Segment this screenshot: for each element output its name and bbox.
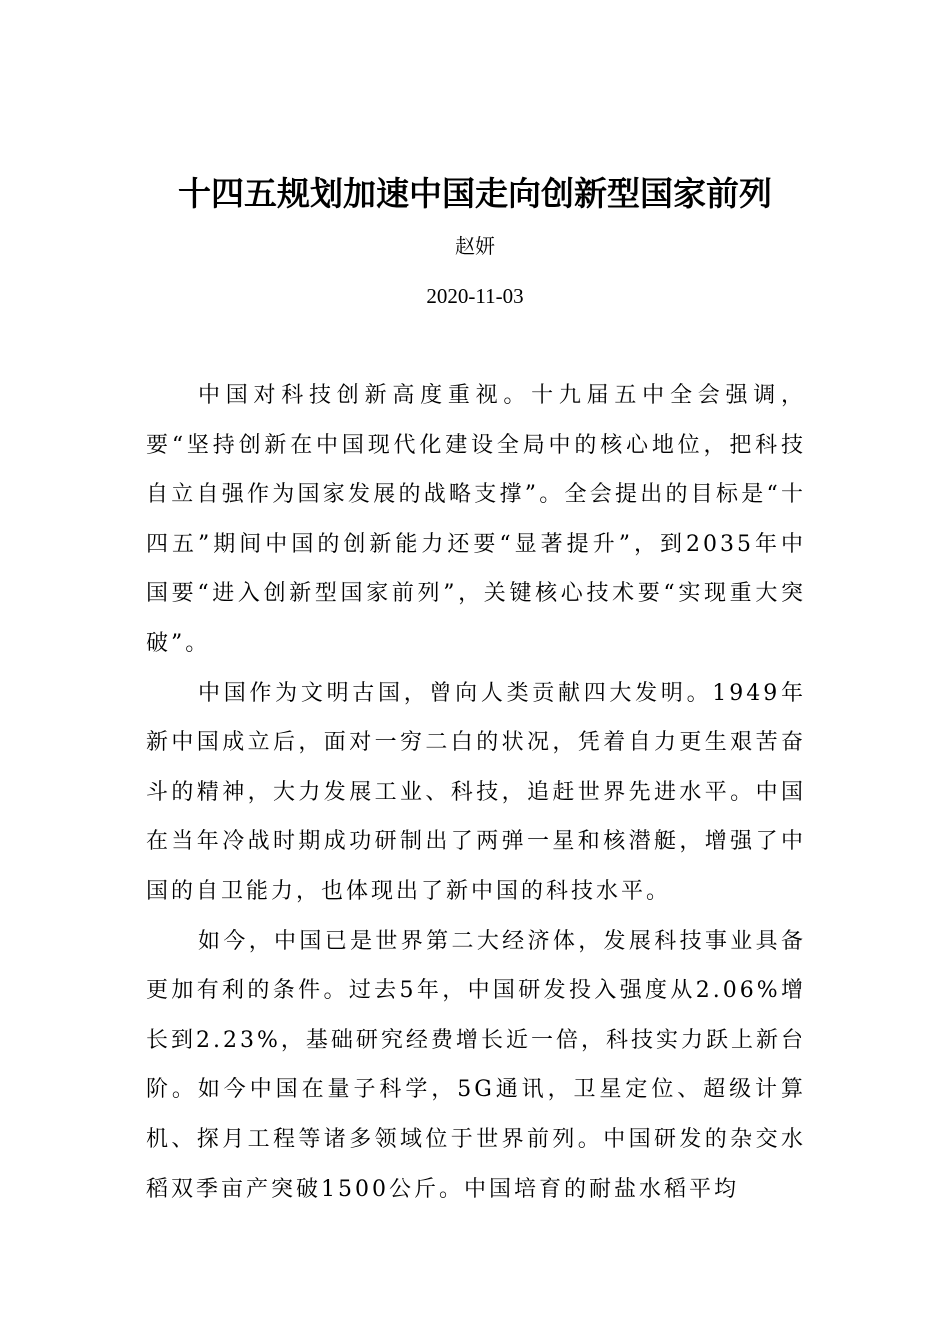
paragraph: 如今，中国已是世界第二大经济体，发展科技事业具备更加有利的条件。过去5年，中国研发投入强度从2.06%增长到2.23%，基础研究经费增长近一倍，科技实力跃上新台阶。如今中国在量子科学，5G通讯，卫星定位、超级计算机、探月工程等诸多领域位于世界前列。中国研发的杂交水稻双季亩产突破1500公斤。中国培育的耐盐水稻平均 xyxy=(146,928,806,1202)
document-date: 2020-11-03 xyxy=(426,284,524,308)
document-body xyxy=(146,371,806,1214)
paragraph: 中国作为文明古国，曾向人类贡献四大发明。1949年新中国成立后，面对一穷二白的状况，凭着自力更生艰苦奋斗的精神，大力发展工业、科技，追赶世界先进水平。中国在当年冷战时期成功研制出了两弹一星和核潜艇，增强了中国的自卫能力，也体现出了新中国的科技水平。 xyxy=(146,680,806,904)
document-author: 赵妍 xyxy=(455,234,495,258)
document-title: 十四五规划加速中国走向创新型国家前列 xyxy=(178,174,772,213)
paragraph: 中国对科技创新高度重视。十九届五中全会强调，要“坚持创新在中国现代化建设全局中的核心地位，把科技自立自强作为国家发展的战略支撑”。全会提出的目标是“十四五”期间中国的创新能力还要“显著提升”，到2035年中国要“进入创新型国家前列”，关键核心技术要“实现重大突破”。 xyxy=(146,383,806,656)
